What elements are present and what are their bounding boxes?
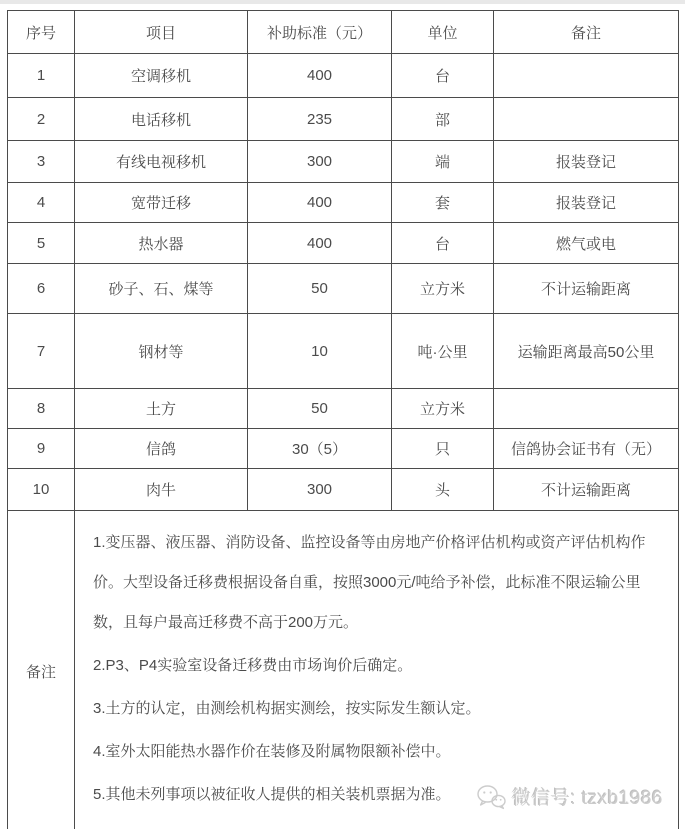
- footer-row: [8, 511, 679, 829]
- table-row: [8, 223, 679, 264]
- table-row: [8, 429, 679, 469]
- cell-unit: 端: [392, 141, 494, 183]
- note-3: 3.土方的认定，由测绘机构据实测绘，按实际发生额认定。: [93, 700, 481, 717]
- table-row: [8, 54, 679, 98]
- cell-standard: 235: [248, 98, 392, 141]
- cell-standard: 50: [248, 389, 392, 429]
- cell-item: 空调移机: [75, 54, 248, 98]
- cell-unit: 台: [392, 223, 494, 264]
- wechat-icon: [476, 784, 506, 810]
- note-1: 1.变压器、液压器、消防设备、监控设备等由房地产价格评估机构或资产评估机构作价。大型设备迁移费根据设备自重，按照3000元/吨给予补偿，此标准不限运输公里数，且每户最高迁移费不高于200万元。: [93, 534, 646, 631]
- col-header-unit: 单位: [392, 11, 494, 54]
- watermark: [476, 783, 663, 810]
- cell-remark: 运输距离最高50公里: [494, 314, 679, 389]
- cell-standard: 400: [248, 223, 392, 264]
- footer-label: 备注: [8, 511, 75, 829]
- cell-standard: 400: [248, 183, 392, 223]
- cell-no: 3: [8, 141, 75, 183]
- table-row: [8, 469, 679, 511]
- cell-no: 2: [8, 98, 75, 141]
- cell-item: 宽带迁移: [75, 183, 248, 223]
- cell-standard: 300: [248, 141, 392, 183]
- cell-item: 钢材等: [75, 314, 248, 389]
- cell-item: 肉牛: [75, 469, 248, 511]
- note-2: 2.P3、P4实验室设备迁移费由市场询价后确定。: [93, 657, 413, 674]
- table-row: [8, 141, 679, 183]
- cell-unit: 立方米: [392, 389, 494, 429]
- cell-unit: 立方米: [392, 264, 494, 314]
- cell-remark: 燃气或电: [494, 223, 679, 264]
- cell-standard: 50: [248, 264, 392, 314]
- cell-standard: 30（5）: [248, 429, 392, 469]
- cell-item: 信鸽: [75, 429, 248, 469]
- cell-item: 电话移机: [75, 98, 248, 141]
- cell-remark: 报装登记: [494, 183, 679, 223]
- cell-no: 8: [8, 389, 75, 429]
- cell-no: 7: [8, 314, 75, 389]
- cell-no: 5: [8, 223, 75, 264]
- cell-no: 4: [8, 183, 75, 223]
- table-row: [8, 389, 679, 429]
- cell-unit: 套: [392, 183, 494, 223]
- cell-remark: 报装登记: [494, 141, 679, 183]
- cell-unit: 部: [392, 98, 494, 141]
- cell-no: 10: [8, 469, 75, 511]
- col-header-remark: 备注: [494, 11, 679, 54]
- table-row: [8, 183, 679, 223]
- cell-remark: [494, 98, 679, 141]
- cell-no: 9: [8, 429, 75, 469]
- cell-remark: [494, 54, 679, 98]
- cell-item: 砂子、石、煤等: [75, 264, 248, 314]
- cell-remark: 不计运输距离: [494, 264, 679, 314]
- header-row: [8, 11, 679, 54]
- col-header-standard: 补助标准（元）: [248, 11, 392, 54]
- cell-remark: [494, 389, 679, 429]
- note-4: 4.室外太阳能热水器作价在装修及附属物限额补偿中。: [93, 743, 451, 760]
- table-body: [8, 54, 679, 511]
- table-row: [8, 314, 679, 389]
- cell-item: 土方: [75, 389, 248, 429]
- cell-item: 热水器: [75, 223, 248, 264]
- col-header-no: 序号: [8, 11, 75, 54]
- notes-cell: [75, 511, 679, 829]
- cell-remark: 信鸽协会证书有（无）: [494, 429, 679, 469]
- cell-unit: 只: [392, 429, 494, 469]
- watermark-text: 微信号: tzxb1986: [511, 788, 663, 809]
- subsidy-table: [7, 10, 679, 829]
- table-row: [8, 98, 679, 141]
- cell-standard: 10: [248, 314, 392, 389]
- cell-standard: 400: [248, 54, 392, 98]
- cell-unit: 台: [392, 54, 494, 98]
- cell-no: 6: [8, 264, 75, 314]
- page-top-strip: [0, 0, 685, 4]
- cell-item: 有线电视移机: [75, 141, 248, 183]
- cell-no: 1: [8, 54, 75, 98]
- note-5: 5.其他未列事项以被征收人提供的相关装机票据为准。: [93, 786, 451, 803]
- cell-unit: 吨·公里: [392, 314, 494, 389]
- table-row: [8, 264, 679, 314]
- cell-remark: 不计运输距离: [494, 469, 679, 511]
- cell-standard: 300: [248, 469, 392, 511]
- cell-unit: 头: [392, 469, 494, 511]
- col-header-item: 项目: [75, 11, 248, 54]
